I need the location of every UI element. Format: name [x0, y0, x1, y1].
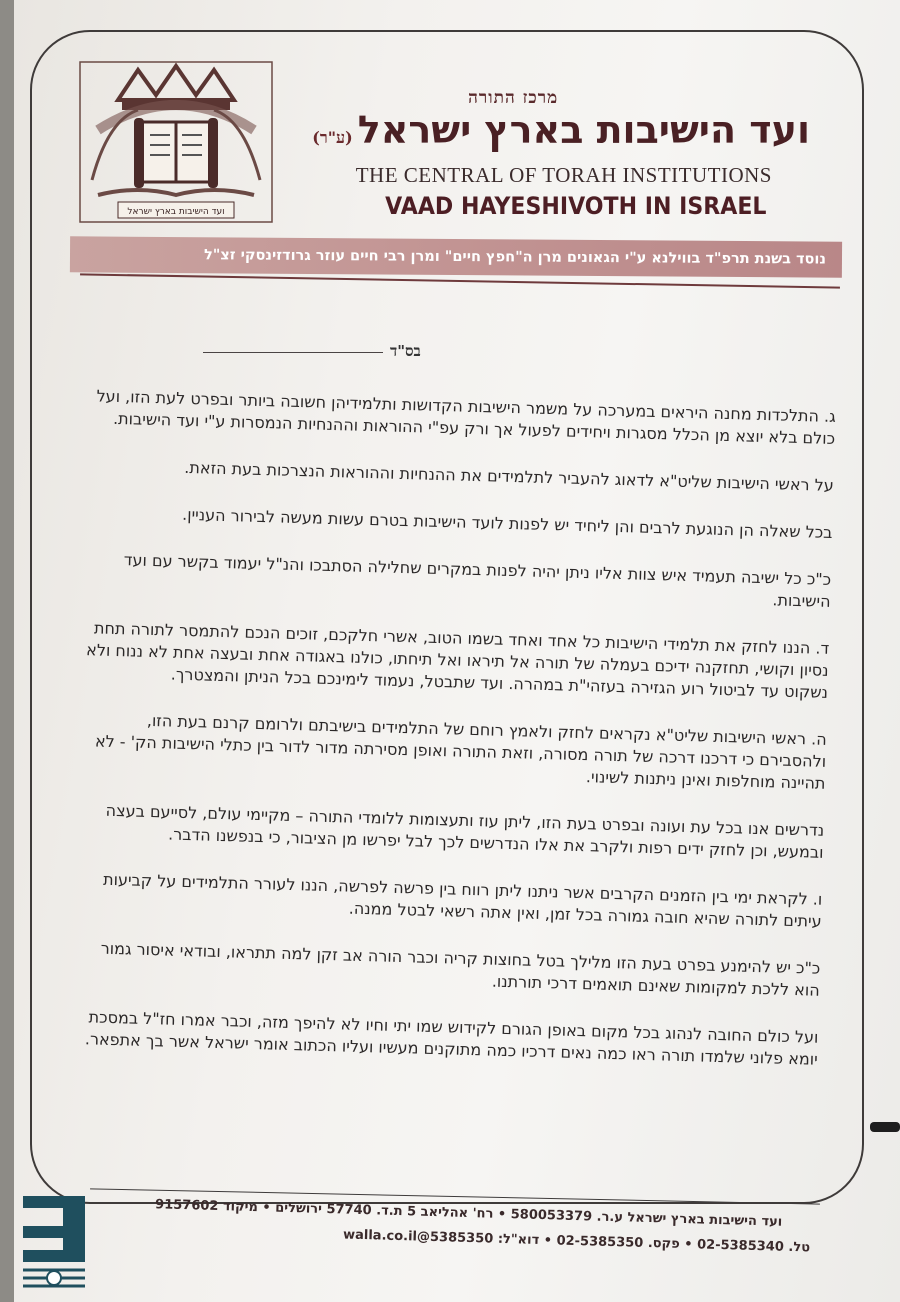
letter-body: [73, 385, 836, 1096]
desk-cable: [870, 1122, 900, 1132]
org-registered-suffix: (ע"ר): [312, 128, 353, 147]
letterhead-title-block: [306, 88, 810, 152]
watermark-logo-icon: [23, 1196, 85, 1292]
org-name-english-line1: THE CENTRAL OF TORAH INSTITUTIONS: [355, 163, 772, 187]
paragraph: בכל שאלה הן הנוגעת לרבים והן ליחיד יש לפנות לועד הישיבות בטרם עשות מעשה לבירור העניין.: [181, 504, 833, 542]
bsd-mark: בס"ד: [390, 342, 421, 360]
paragraph: ו. לקראת ימי בין הזמנים הקרבים אשר ניתנו ליתן רווח בין פרשה לפרשה, הננו לעורר התלמידים על קביעות עיתים לתורה שהיא חובה גמורה בכל זמן, ואין אתה רשאי לבטל ממנה.: [102, 869, 823, 931]
paragraph: ד. הננו לחזק את תלמידי הישיבות כל אחד ואחד בשמו הטוב, אשרי חלקכם, זוכים הנכם להתמסר לתורה תחת נסיון וקושי, תחזקנה ידיכם בעמלה של תורה אל תיראו ואל תיחתו, כולנו באגודה אחת ובעצה אחת לא ננוח ולא נשקוט עד לביטול רוע הגזירה בעזהי"ת במהרה. ועד שתבטל, נעמוד לימינכם בכל הניתן והמצטרך.: [85, 618, 830, 702]
subtitle-hebrew: מרכז התורה: [468, 88, 559, 108]
paragraph: ה. ראשי הישיבות שליט"א נקראים לחזק ולאמץ רוחם של התלמידים בישיבתם ולרומם קרנם בעת הזו, ולהסבירם כי דרכנו דרכה של תורה מסורה, וזאת התורה ואופן מסירתה מדור לדור בין כתלי הישיבות הק' - לא תהיינה מוחלפות ואינן ניתנות לשינוי.: [94, 710, 827, 793]
org-name-english-line2: VAAD HAYESHIVOTH IN ISRAEL: [385, 192, 767, 220]
paragraph: ג. התלכדות מחנה היראים במערכה על משמר הישיבות הקדושות ותלמידיהן חשובה ביותר ובפרט לעת הזו, ועל כולם בלא יוצא מן הכלל מסגרות ויחידים לפעול אך ורק עפ"י ההוראות וההנחיות הנמסרות ע"י ועד הישיבות.: [96, 386, 836, 448]
paragraph: כ"כ כל ישיבה תעמיד איש צוות אליו ניתן יהיה לפנות במקרים שחלילה הסתבכו והנ"ל יעמוד בקשר עם ועד הישיבות.: [123, 550, 832, 611]
founding-band: נוסד בשנת תרפ"ד בווילנא ע"י הגאונים מרן ה"חפץ חיים" ומרן רבי חיים עוזר גרודזינסקי זצ"ל: [70, 236, 842, 277]
date-line: [203, 352, 383, 353]
vaad-hayeshivot-emblem: [78, 60, 274, 224]
emblem-caption: ועד הישיבות בארץ ישראל: [127, 207, 225, 217]
org-name-hebrew: ועד הישיבות בארץ ישראל: [357, 108, 810, 152]
paragraph: על ראשי הישיבות שליט"א לדאוג להעביר לתלמידים את ההנחיות וההוראות הנצרכות בעת הזאת.: [184, 457, 835, 495]
footer-contact: טל. 02-5385340 • פקס. 02-5385350 • דוא"ל: 5385350@walla.co.il: [342, 1227, 811, 1256]
paragraph: כ"כ יש להימנע בפרט בעת הזו מלילך בטל בחוצות קריה וכבר הורה אב זקן למה תתראו, ובודאי איסור גמור הוא ללכת למקומות שאינם תואמים דרכי תורתנו.: [100, 938, 821, 1000]
footer-address: ועד הישיבות בארץ ישראל ע.ר. 580053379 • רח' אהליאב 5 ת.ד. 57740 ירושלים • מיקוד 9157602: [154, 1197, 783, 1230]
paragraph: נדרשים אנו בכל עת ועונה ובפרט בעת הזו, ליתן עוז ותעצומות ללומדי התורה – מקיימי עולם, לסייעם בעצה ובמעש, וכן לחזק ידים רפות ולקרב את אלו הנדרשים לכך לבל יפרשו מן הציבור, כי בנפשנו הדבר.: [105, 800, 825, 862]
paragraph: ועל כולם החובה לנהוג בכל מקום באופן הגורם לקידוש שמו יתי וחיו לא להיפך מזה, וכבר אמרו חז"ל במסכת יומא פלוני שלמדו תורה ראו כמה נאים דרכיו כמה מתוקנים מעשיו ועליו הכתוב אומר ישראל אשר בך אתפאר.: [84, 1007, 819, 1069]
